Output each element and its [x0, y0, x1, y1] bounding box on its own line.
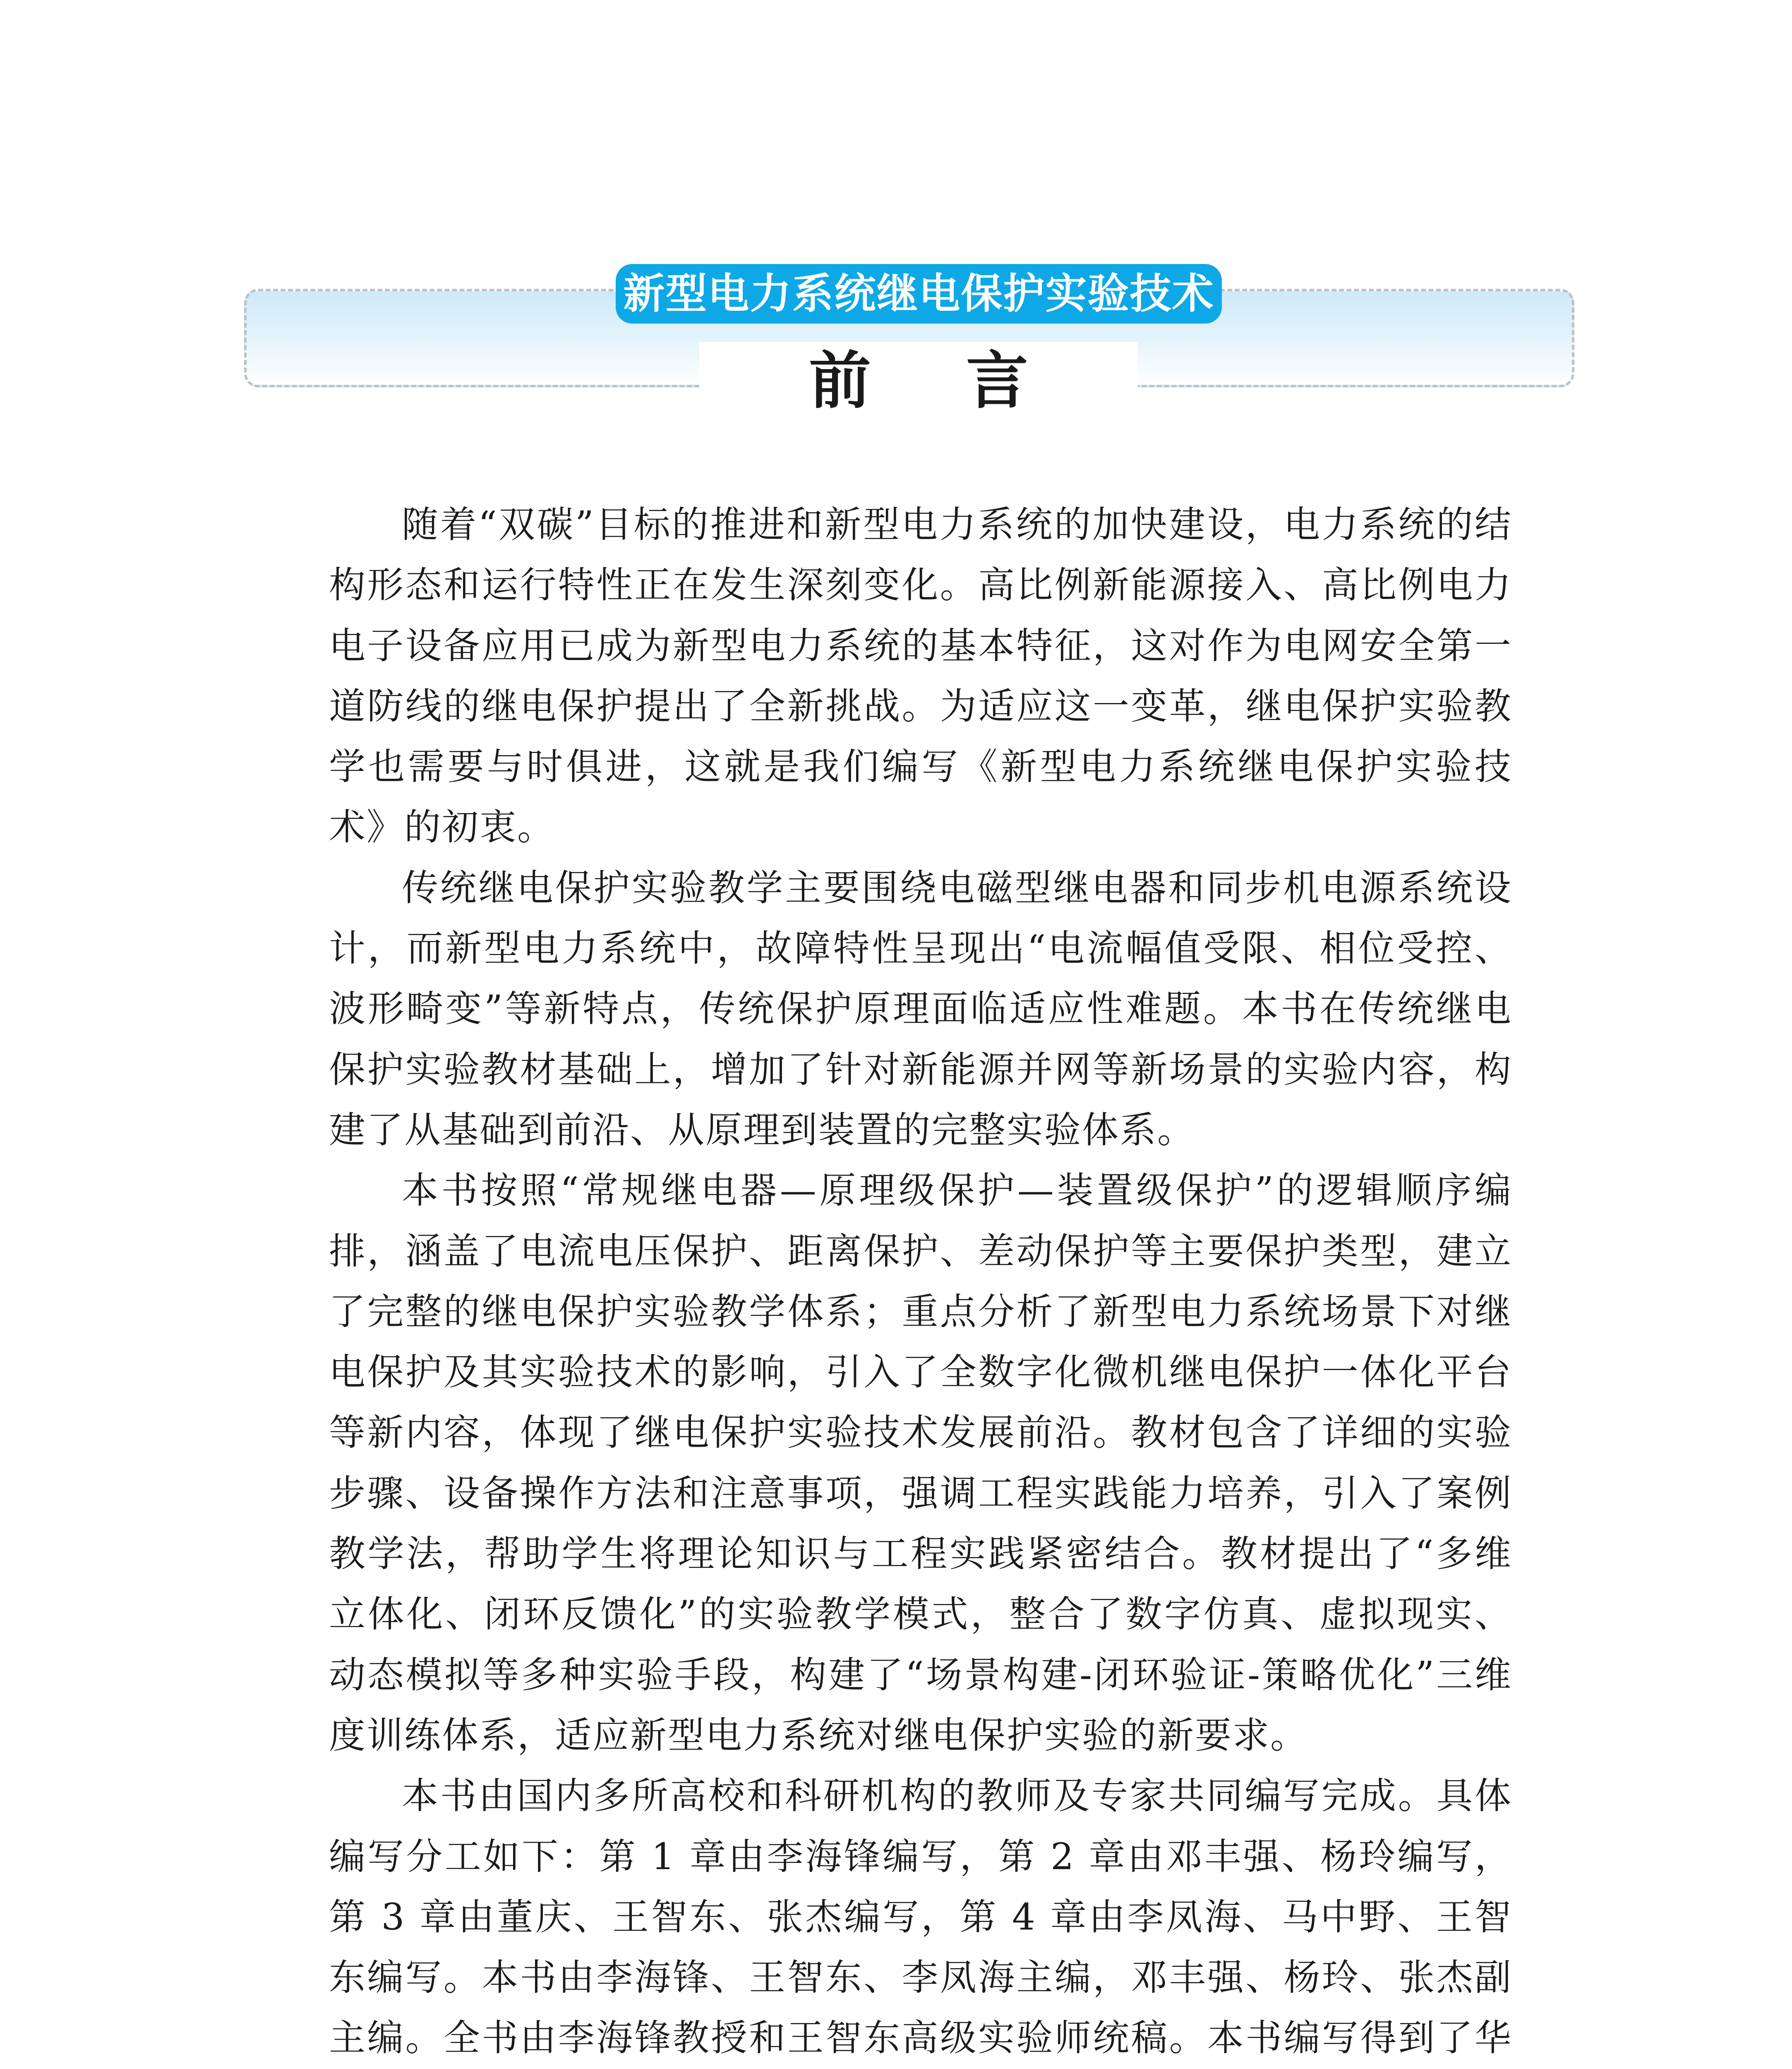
paragraph: 随着“双碳”目标的推进和新型电力系统的加快建设，电力系统的结构形态和运行特性正在发生深刻变化。高比例新能源接入、高比例电力电子设备应用已成为新型电力系统的基本特征，这对作为电网安全第一道防线的继电保护提出了全新挑战。为适应这一变革，继电保护实验教学也需要与时俱进，这就是我们编写《新型电力系统继电保护实验技术》的初衷。	[329, 503, 1512, 849]
book-title: 新型电力系统继电保护实验技术	[616, 264, 1222, 324]
paragraph: 本书由国内多所高校和科研机构的教师及专家共同编写完成。具体编写分工如下：第 1 章由李海锋编写，第 2 章由邓丰强、杨玲编写，第 3 章由董庆、王智东、张杰编写，第 4 章由李凤海、马中野、王智东编写。本书由李海锋、王智东、李凤海主编，邓丰强、杨玲、张杰副主编。全书由李海锋教授和王智东高级实验师统稿。本书编写得到了华	[329, 1774, 1512, 2059]
preface-body	[329, 494, 1512, 2069]
paragraph: 传统继电保护实验教学主要围绕电磁型继电器和同步机电源系统设计，而新型电力系统中，故障特性呈现出“电流幅值受限、相位受控、波形畸变”等新特点，传统保护原理面临适应性难题。本书在传统继电保护实验教材基础上，增加了针对新能源并网等新场景的实验内容，构建了从基础到前沿、从原理到装置的完整实验体系。	[329, 866, 1512, 1151]
chapter-title: 前言	[699, 342, 1138, 420]
paragraph: 本书按照“常规继电器—原理级保护—装置级保护”的逻辑顺序编排，涵盖了电流电压保护、距离保护、差动保护等主要保护类型，建立了完整的继电保护实验教学体系；重点分析了新型电力系统场景下对继电保护及其实验技术的影响，引入了全数字化微机继电保护一体化平台等新内容，体现了继电保护实验技术发展前沿。教材包含了详细的实验步骤、设备操作方法和注意事项，强调工程实践能力培养，引入了案例教学法，帮助学生将理论知识与工程实践紧密结合。教材提出了“多维立体化、闭环反馈化”的实验教学模式，整合了数字仿真、虚拟现实、动态模拟等多种实验手段，构建了“场景构建-闭环验证-策略优化”三维度训练体系，适应新型电力系统对继电保护实验的新要求。	[329, 1169, 1512, 1757]
